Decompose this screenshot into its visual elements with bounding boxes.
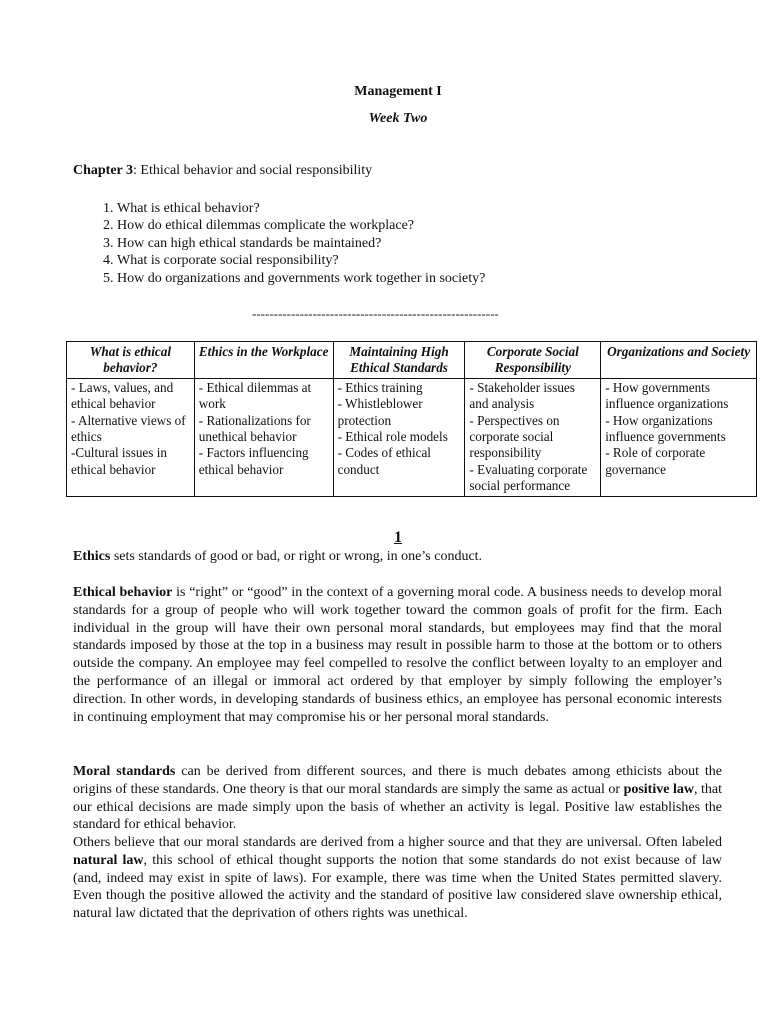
cell-line: - Laws, values, and ethical behavior xyxy=(71,379,174,412)
chapter-heading xyxy=(73,163,372,179)
paragraph-text: sets standards of good or bad, or right or wrong, in one’s conduct. xyxy=(110,549,483,564)
cell-line: - Rationalizations for unethical behavior xyxy=(198,412,311,445)
term-positive-law: positive law xyxy=(623,781,694,797)
cell-line: - Stakeholder issues and analysis xyxy=(469,379,575,412)
paragraph-ethical-behavior xyxy=(73,584,722,726)
question-item: 5. How do organizations and governments work together in society? xyxy=(117,270,485,287)
section-divider: --------------------------------------------------------- xyxy=(252,306,499,321)
term-ethics: Ethics xyxy=(73,549,111,564)
question-item: 1. What is ethical behavior? xyxy=(117,200,485,217)
paragraph-text: , that our ethical decisions are made simply upon the basis of whether an activity is legal. Positive law establishes the standard for ethical behavior. xyxy=(73,781,723,833)
table-header-cell: Corporate Social Responsibility xyxy=(465,342,601,379)
chapter-title: : Ethical behavior and social responsibility xyxy=(133,163,373,178)
paragraph-text: Others believe that our moral standards are derived from a higher source and that they are universal. Often labeled xyxy=(73,835,722,850)
paragraph-ethics xyxy=(73,548,722,566)
cell-line: - Ethical role models xyxy=(337,429,448,445)
cell-line: - Codes of ethical conduct xyxy=(337,445,431,477)
table-row xyxy=(67,378,757,496)
cell-line: - How organizations influence governments xyxy=(605,412,726,445)
table-header-row xyxy=(67,342,757,379)
table-header-cell: Organizations and Society xyxy=(601,342,757,379)
cell-line: - How governments influence organizations xyxy=(605,379,729,412)
term-moral-standards: Moral standards xyxy=(73,764,176,779)
paragraph-text: is “right” or “good” in the context of a governing moral code. A business needs to develop moral standards for a group of people who will work together toward the common goals of profit for the firm. Each individual in the group will have their own personal moral standards, but employees may find that the moral standards imposed by those at the top in a business may result in possible harm to those at the bottom or to others outside the company. An employee may feel compelled to resolve the conflict between loyalty to an employer and the performance of an illegal or immoral act ordered by that employer by simply following the employer’s direction. In other words, in developing standards of business ethics, an employee has personal economic interests in continuing employment that may compromise his or her personal moral standards. xyxy=(73,585,722,725)
cell-line: - Alternative views of ethics xyxy=(71,412,186,445)
cell-line: - Ethical dilemmas at work xyxy=(198,379,312,412)
table-header-cell: What is ethical behavior? xyxy=(67,342,195,379)
paragraph-moral-standards xyxy=(73,763,722,834)
question-item: 2. How do ethical dilemmas complicate the workplace? xyxy=(117,217,485,234)
term-ethical-behavior: Ethical behavior xyxy=(73,585,173,600)
term-natural-law: natural law xyxy=(73,852,144,868)
paragraph-text: , this school of ethical thought supports the notion that some standards do not exist because of law (and, indeed may exist in spite of laws). For example, there was time when the United States permitted slavery. Even though the positive allowed the activity and the standard of positive law considered slave ownership ethical, natural law dictated that the deprivation of others rights was unethical. xyxy=(73,852,722,922)
table-cell xyxy=(601,378,757,496)
cell-line: - Evaluating corporate social performance xyxy=(469,461,588,494)
section-number: 1 xyxy=(394,529,402,546)
paragraph-text: can be derived from different sources, and there is much debates among ethicists about the origins of these standards. One theory is that our moral standards are simply the same as actual or xyxy=(73,764,722,797)
question-item: 4. What is corporate social responsibility? xyxy=(117,252,485,269)
topics-table xyxy=(66,341,757,497)
cell-line: - Perspectives on corporate social responsibility xyxy=(469,412,560,461)
table-header-cell: Maintaining High Ethical Standards xyxy=(333,342,465,379)
cell-line: - Ethics training xyxy=(337,379,423,395)
cell-line: - Whistleblower protection xyxy=(337,396,423,428)
cell-line: - Factors influencing ethical behavior xyxy=(198,445,309,477)
table-cell xyxy=(67,378,195,496)
cell-line: - Role of corporate governance xyxy=(605,445,706,477)
document-subtitle: Week Two xyxy=(368,111,428,126)
paragraph-natural-law xyxy=(73,834,722,923)
table-cell xyxy=(333,378,465,496)
document-title: Management I xyxy=(354,84,442,99)
table-header-cell: Ethics in the Workplace xyxy=(194,342,333,379)
question-list xyxy=(73,200,485,287)
table-cell xyxy=(465,378,601,496)
question-item: 3. How can high ethical standards be maintained? xyxy=(117,235,485,252)
cell-line: -Cultural issues in ethical behavior xyxy=(71,445,167,477)
chapter-label: Chapter 3 xyxy=(73,163,134,178)
table-cell xyxy=(194,378,333,496)
